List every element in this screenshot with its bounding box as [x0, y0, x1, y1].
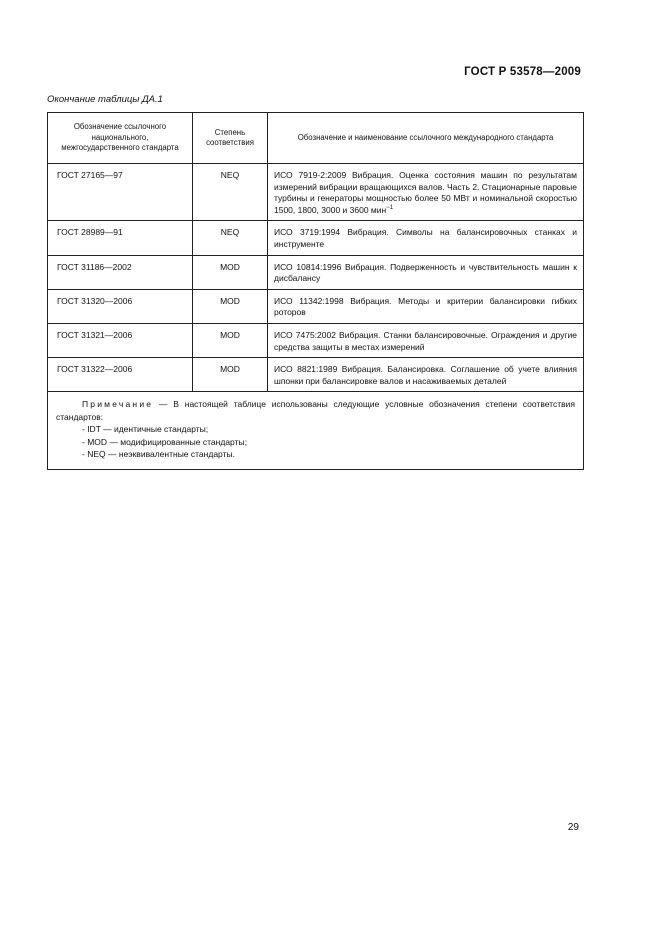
note-item-mod: - MOD — модифицированные стандарты;	[82, 436, 247, 447]
column-header-degree: Степень соответствия	[193, 113, 268, 164]
degree-of-correspondence: NEQ	[193, 221, 268, 255]
unit-exponent: −1	[386, 204, 394, 211]
table-row	[48, 289, 584, 323]
table-row	[48, 255, 584, 289]
note-label: Примечание	[82, 399, 154, 410]
column-header-international-standard: Обозначение и наименование ссылочного международного стандарта	[268, 113, 584, 164]
degree-of-correspondence: MOD	[193, 358, 268, 392]
international-standard: ИСО 11342:1998 Вибрация. Методы и критерии балансировки гибких роторов	[268, 289, 584, 323]
table-note	[48, 392, 584, 470]
international-standard	[268, 164, 584, 221]
document-code: ГОСТ Р 53578—2009	[464, 66, 581, 78]
note-item-idt: - IDT — идентичные стандарты;	[82, 424, 209, 435]
national-standard-code: ГОСТ 27165—97	[48, 164, 193, 221]
table-note-row	[48, 392, 584, 470]
international-standard-text: ИСО 7919-2:2009 Вибрация. Оценка состояния машин по результатам измерений вибрации вращающихся валов. Часть 2. Стационарные паровые турбины и генераторы мощностью более 50 МВт и номинальной скоростью 1500, 1800, 3000 и 3600 мин	[274, 170, 577, 215]
international-standard: ИСО 10814:1996 Вибрация. Подверженность и чувствительность машин к дисбалансу	[268, 255, 584, 289]
international-standard: ИСО 7475:2002 Вибрация. Станки балансировочные. Ограждения и другие средства защиты в местах измерений	[268, 323, 584, 357]
international-standard: ИСО 8821:1989 Вибрация. Балансировка. Соглашение об учете влияния шпонки при балансировке валов и насаживаемых деталей	[268, 358, 584, 392]
degree-of-correspondence: NEQ	[193, 164, 268, 221]
table-row	[48, 323, 584, 357]
table-caption: Окончание таблицы ДА.1	[47, 94, 163, 105]
degree-of-correspondence: MOD	[193, 289, 268, 323]
degree-of-correspondence: MOD	[193, 323, 268, 357]
table-row	[48, 164, 584, 221]
degree-of-correspondence: MOD	[193, 255, 268, 289]
table-header-row	[48, 113, 584, 164]
national-standard-code: ГОСТ 31186—2002	[48, 255, 193, 289]
note-item-neq: - NEQ — неэквивалентные стандарты.	[82, 448, 235, 459]
table-row	[48, 358, 584, 392]
reference-standards-table	[47, 112, 584, 470]
note-heading	[56, 398, 575, 423]
national-standard-code: ГОСТ 31320—2006	[48, 289, 193, 323]
page-number: 29	[567, 822, 579, 833]
national-standard-code: ГОСТ 31322—2006	[48, 358, 193, 392]
column-header-national-standard: Обозначение ссылочного национального, межгосударственного стандарта	[48, 113, 193, 164]
table-row	[48, 221, 584, 255]
international-standard: ИСО 3719:1994 Вибрация. Символы на балансировочных станках и инструменте	[268, 221, 584, 255]
national-standard-code: ГОСТ 31321—2006	[48, 323, 193, 357]
national-standard-code: ГОСТ 28989—91	[48, 221, 193, 255]
note-text: — В настоящей таблице использованы следующие условные обозначения степени соответствия стандартов:	[56, 399, 575, 422]
